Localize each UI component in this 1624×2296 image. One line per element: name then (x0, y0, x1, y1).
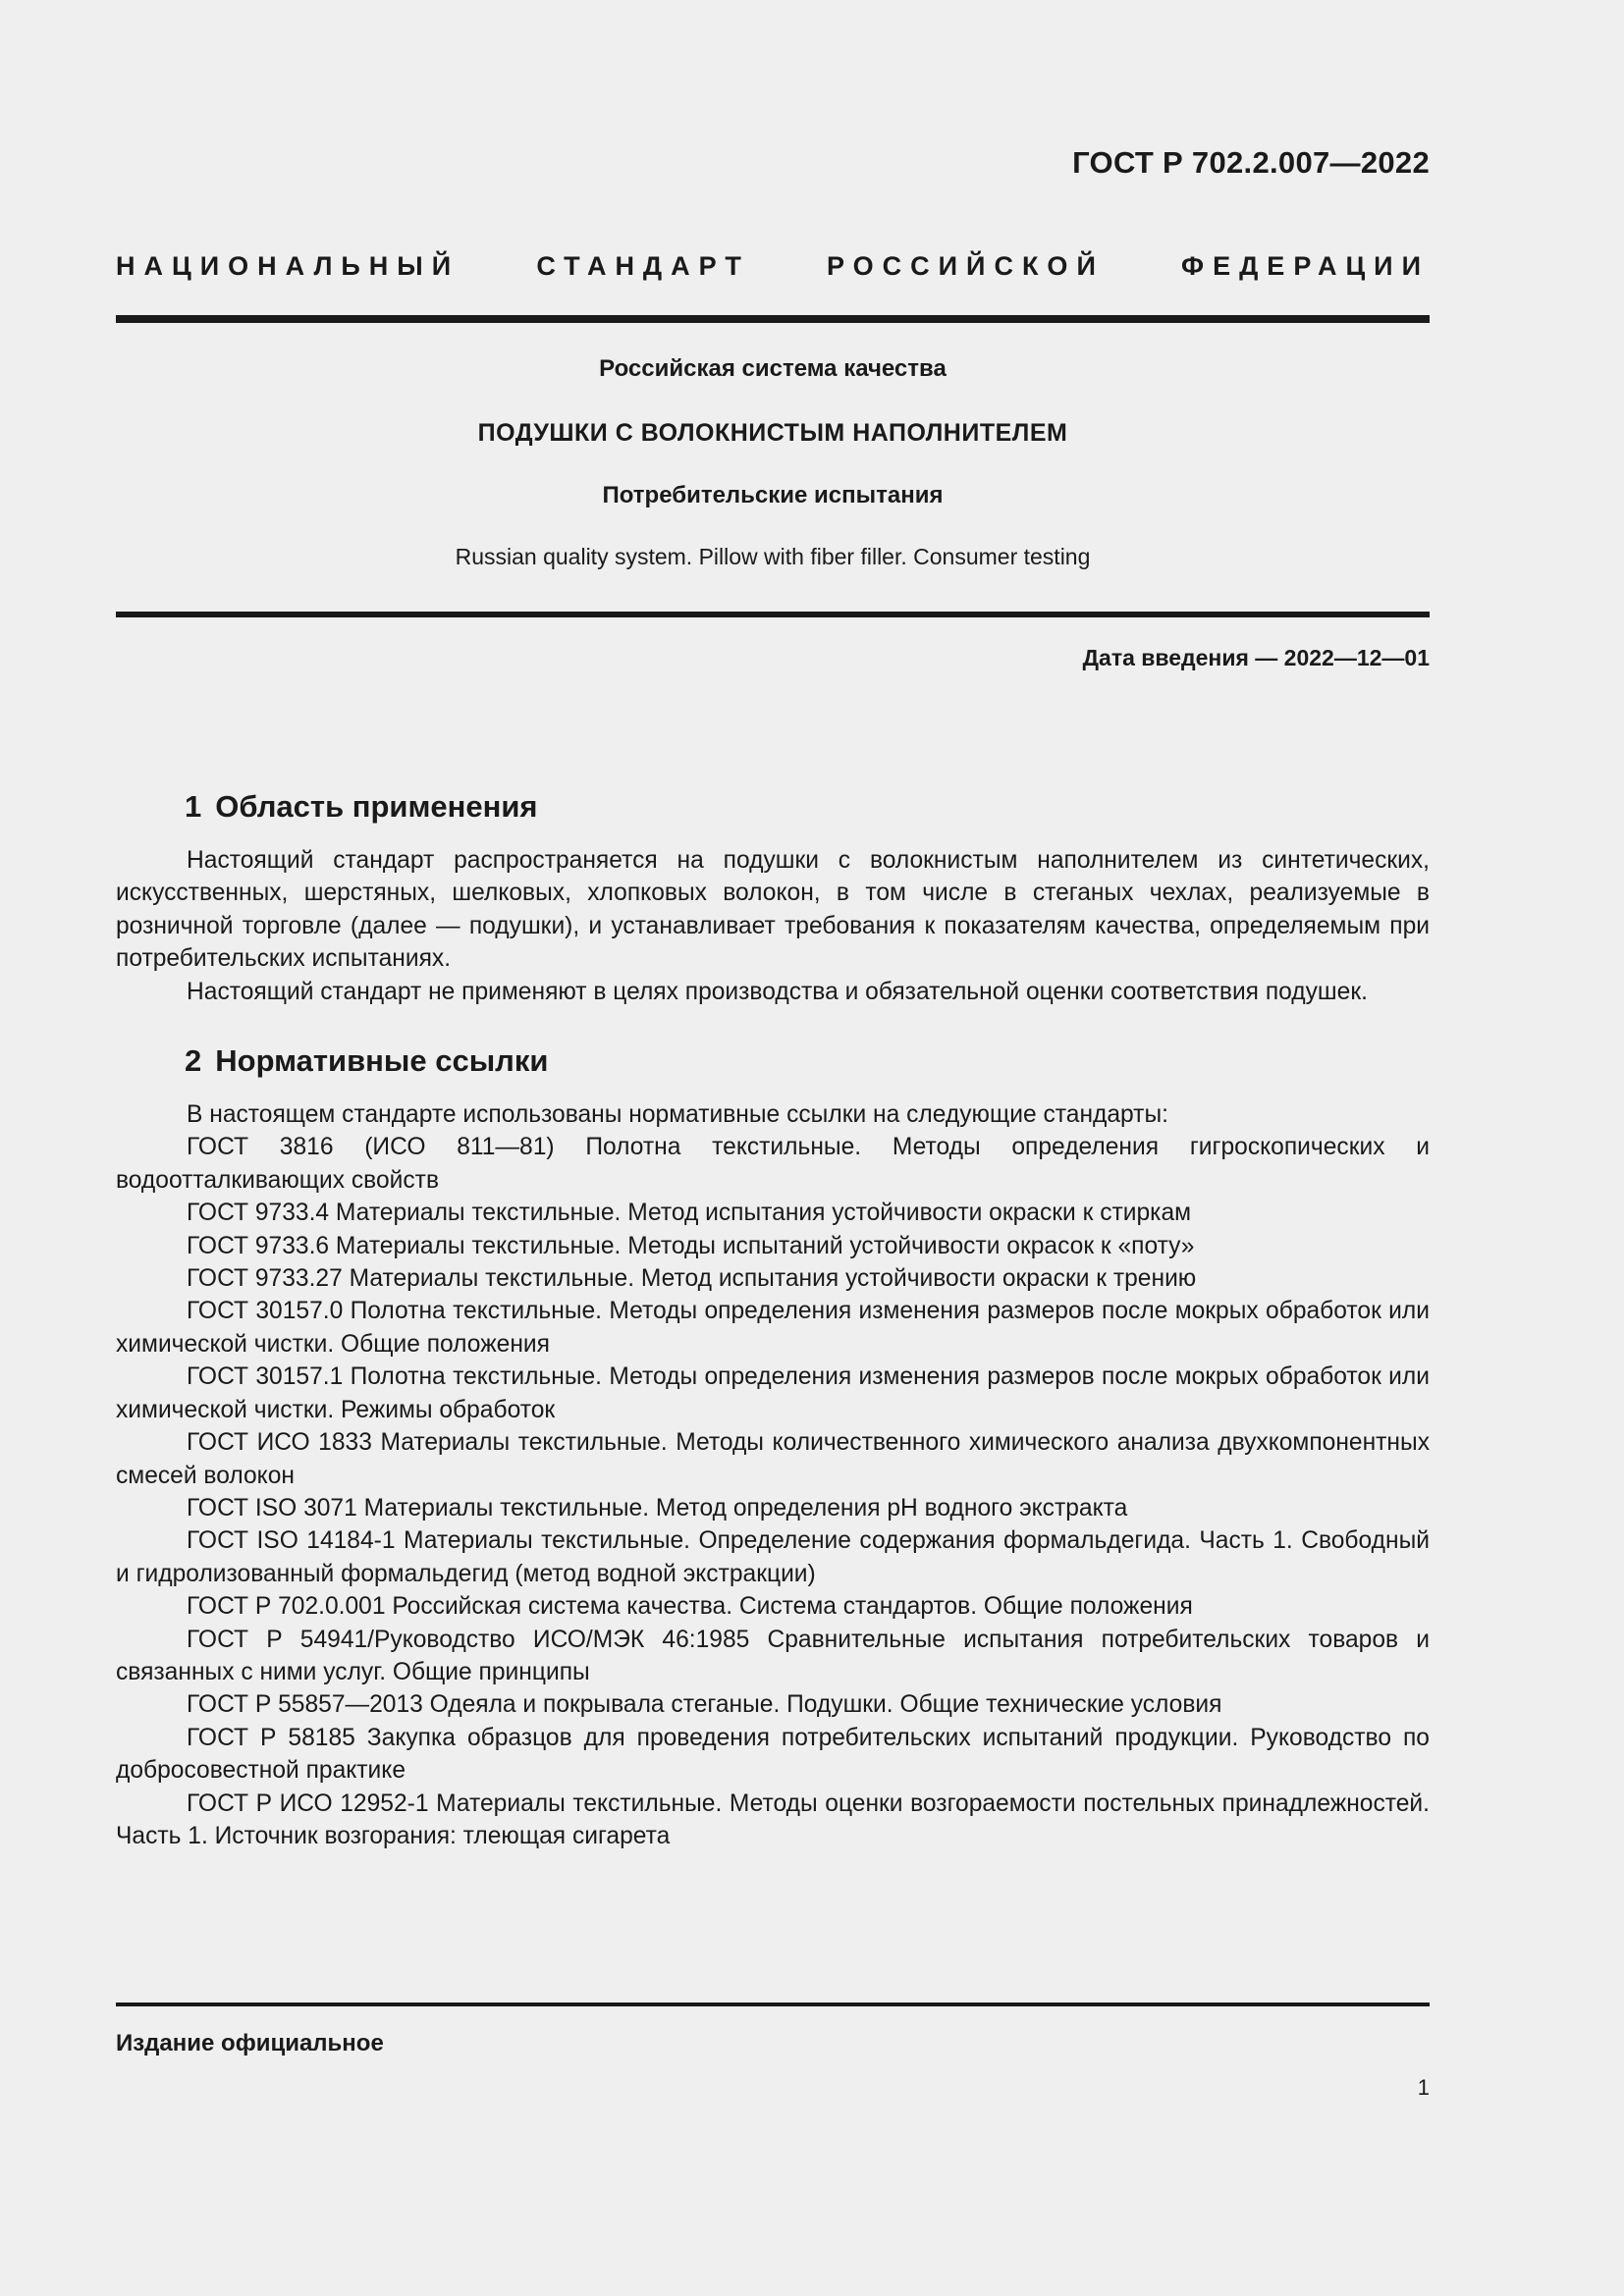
normative-reference: ГОСТ ISO 14184-1 Материалы текстильные. Определение содержания формальдегида. Часть 1. Свободный и гидролизованный формальдегид (метод водной экстракции) (116, 1527, 1430, 1587)
page-number: 1 (1417, 2075, 1430, 2100)
section-2-number: 2 (185, 1043, 202, 1079)
normative-reference: ГОСТ Р 702.0.001 Российская система качества. Система стандартов. Общие положения (187, 1593, 1193, 1621)
normative-reference: ГОСТ Р 54941/Руководство ИСО/МЭК 46:1985 Сравнительные испытания потребительских товаров и связанных с ними услуг. Общие принципы (116, 1626, 1430, 1685)
national-standard-banner: НАЦИОНАЛЬНЫЙ СТАНДАРТ РОССИЙСКОЙ ФЕДЕРАЦИИ (116, 251, 1430, 281)
main-title: ПОДУШКИ С ВОЛОКНИСТЫМ НАПОЛНИТЕЛЕМ (477, 419, 1068, 447)
document-page (116, 0, 1430, 2296)
normative-references-list (116, 1131, 1430, 1852)
normative-reference: ГОСТ Р 58185 Закупка образцов для проведения потребительских испытаний продукции. Руководство по добросовестной практике (116, 1724, 1430, 1785)
introduction-date: Дата введения — 2022—12—01 (1082, 645, 1430, 670)
footer-divider (116, 2002, 1430, 2006)
normative-reference: ГОСТ 30157.0 Полотна текстильные. Методы определения изменения размеров после мокрых обработок или химической чистки. Общие положения (116, 1298, 1430, 1358)
normative-reference: ГОСТ ИСО 1833 Материалы текстильные. Методы количественного химического анализа двухкомпонентных смесей волокон (116, 1429, 1430, 1489)
section-2-heading (185, 1041, 1430, 1081)
normative-reference: ГОСТ ISO 3071 Материалы текстильные. Метод определения pH водного экстракта (187, 1494, 1128, 1522)
section-1-title: Область применения (215, 789, 538, 824)
title-divider (116, 612, 1430, 617)
section-2-title: Нормативные ссылки (215, 1043, 549, 1079)
section-1-heading (185, 787, 1430, 827)
section-1-number: 1 (185, 789, 202, 824)
section-1-paragraph: Настоящий стандарт не применяют в целях производства и обязательной оценки соответствия подушек. (187, 978, 1368, 1005)
system-title: Российская система качества (599, 355, 947, 382)
normative-reference: ГОСТ Р 55857—2013 Одеяла и покрывала стеганые. Подушки. Общие технические условия (187, 1691, 1222, 1719)
top-divider (116, 315, 1430, 323)
document-code: ГОСТ Р 702.2.007—2022 (1072, 145, 1430, 180)
official-edition-label: Издание официальное (116, 2030, 384, 2056)
normative-reference: ГОСТ 3816 (ИСО 811—81) Полотна текстильные. Методы определения гигроскопических и водоотталкивающих свойств (116, 1134, 1430, 1194)
section-1-paragraph: Настоящий стандарт распространяется на подушки с волокнистым наполнителем из синтетических, искусственных, шерстяных, шелковых, хлопковых волокон, в том числе в стеганых чехлах, реализуемые в розничной торговле (далее — подушки), и устанавливает требования к показателям качества, определяемым при потребительских испытаниях. (116, 847, 1430, 973)
normative-reference: ГОСТ 9733.27 Материалы текстильные. Метод испытания устойчивости окраски к трению (187, 1265, 1197, 1293)
normative-reference: ГОСТ 30157.1 Полотна текстильные. Методы определения изменения размеров после мокрых обработок или химической чистки. Режимы обработок (116, 1363, 1430, 1423)
normative-reference: ГОСТ 9733.4 Материалы текстильные. Метод испытания устойчивости окраски к стиркам (187, 1200, 1192, 1227)
normative-reference: ГОСТ Р ИСО 12952-1 Материалы текстильные. Методы оценки возгораемости постельных принадлежностей. Часть 1. Источник возгорания: тлеющая сигарета (116, 1789, 1430, 1849)
section-2-intro: В настоящем стандарте использованы нормативные ссылки на следующие стандарты: (187, 1101, 1168, 1129)
normative-reference: ГОСТ 9733.6 Материалы текстильные. Методы испытаний устойчивости окрасок к «поту» (187, 1232, 1195, 1259)
sub-title: Потребительские испытания (602, 482, 944, 508)
english-title: Russian quality system. Pillow with fiber filler. Consumer testing (455, 544, 1091, 569)
document-body (116, 787, 1430, 1852)
